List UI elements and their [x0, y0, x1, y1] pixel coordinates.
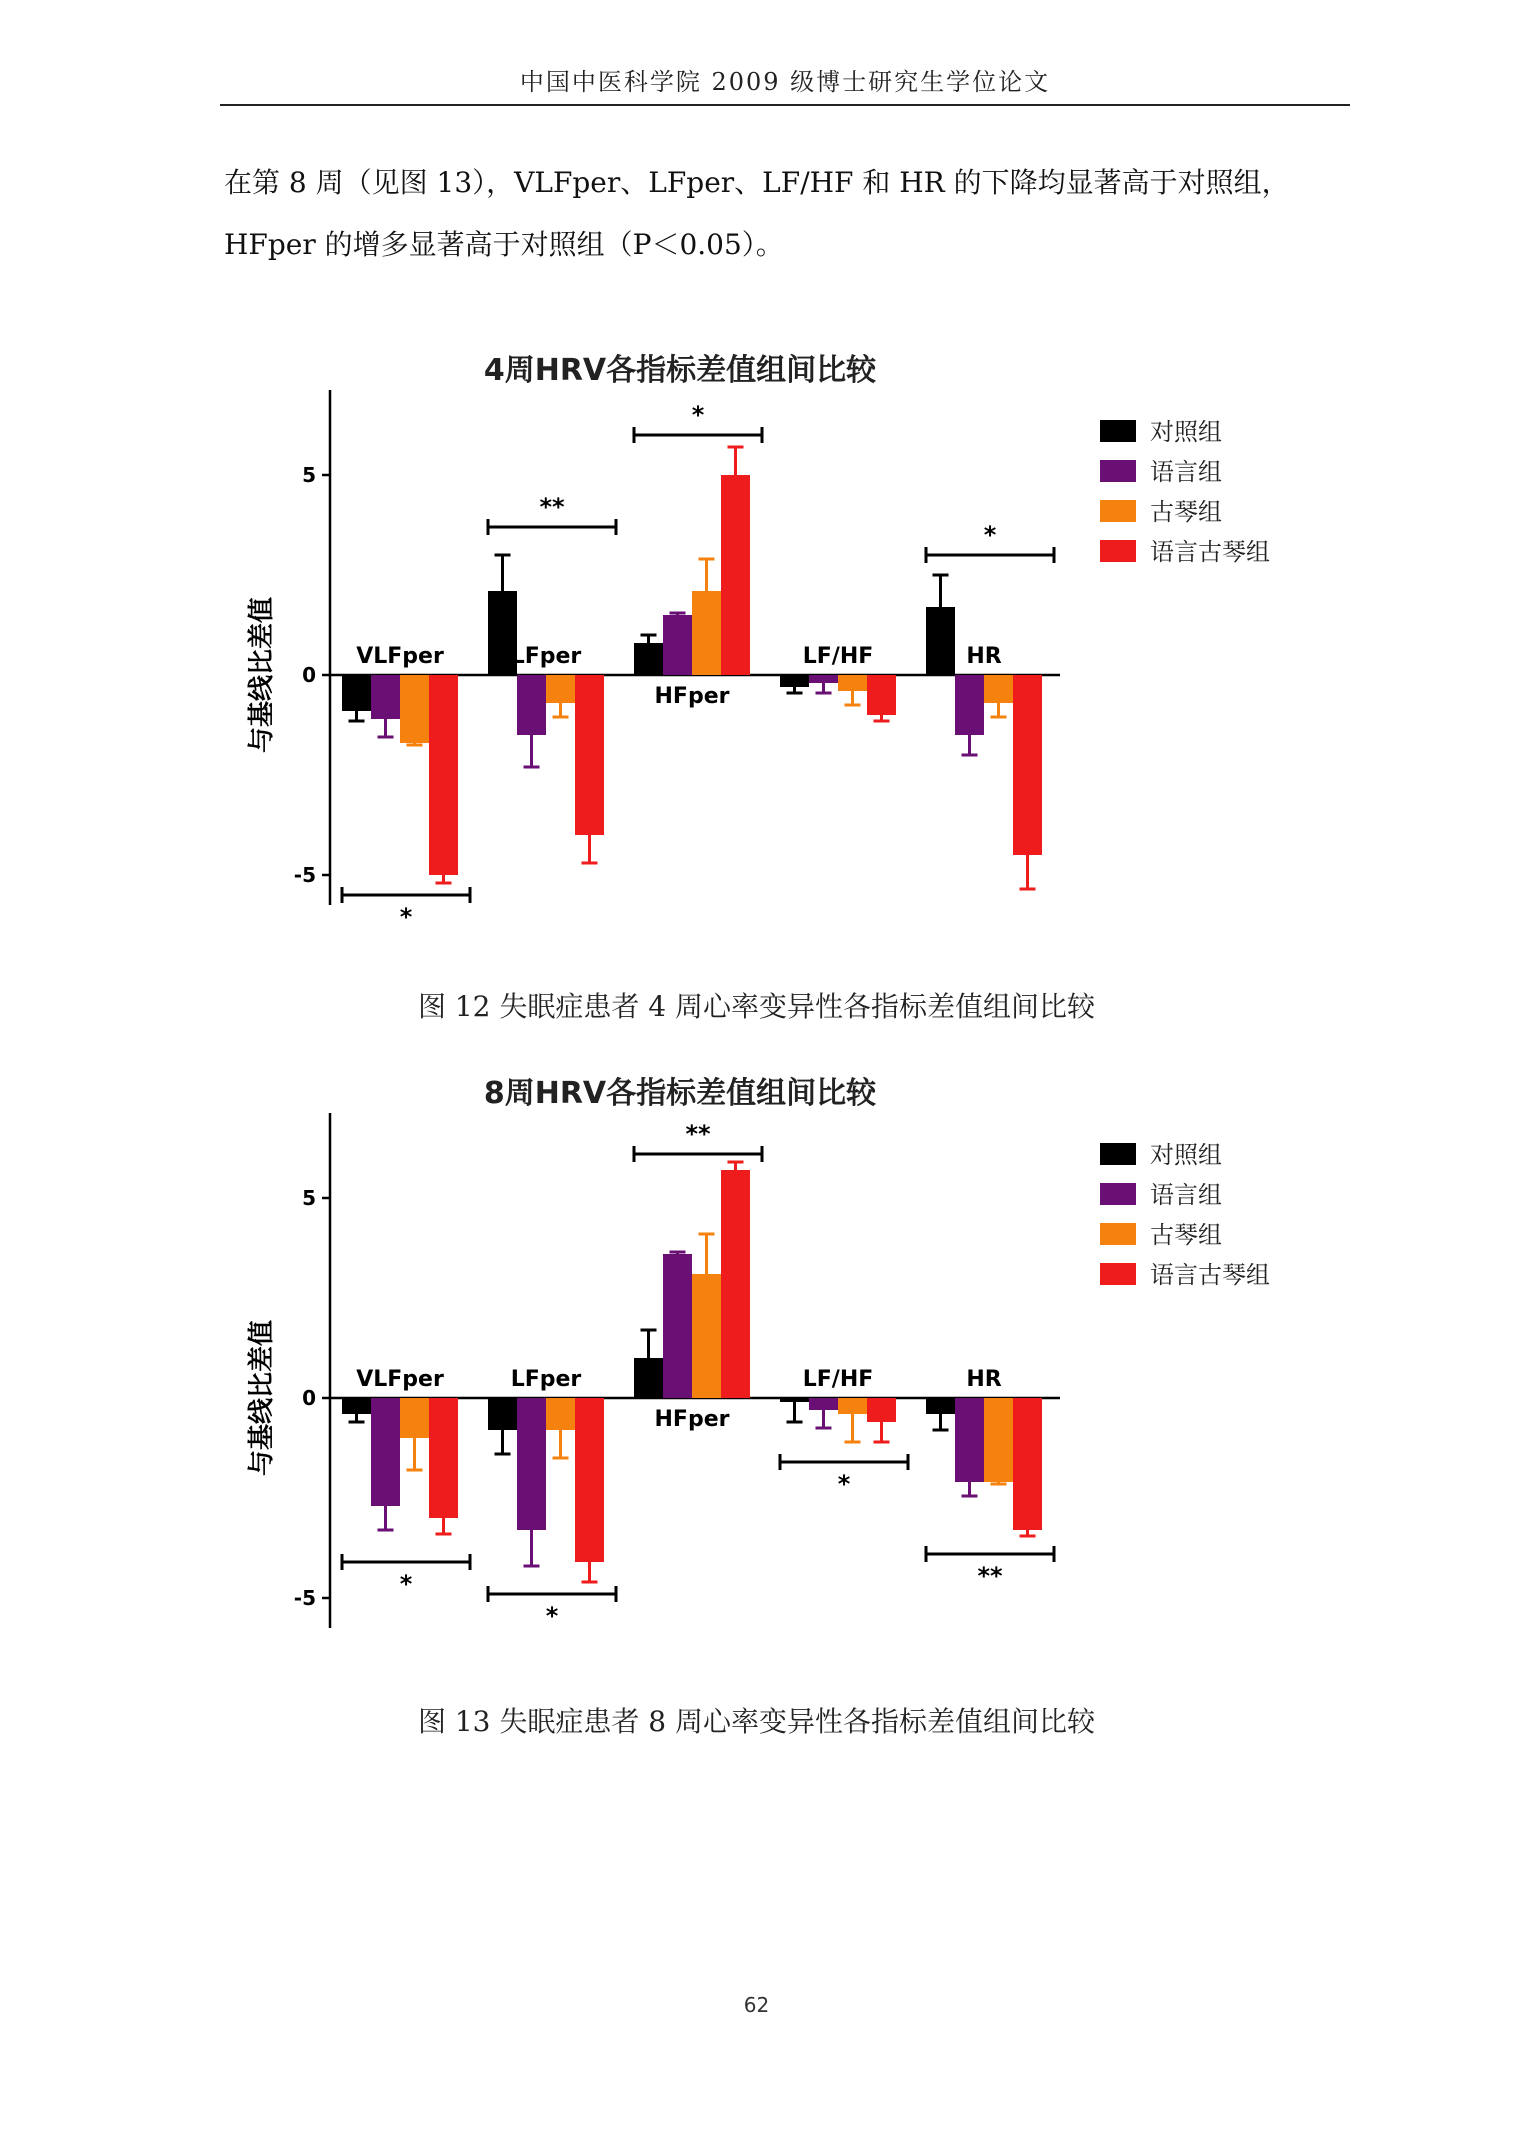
y-tick-label: -5	[293, 1586, 316, 1610]
bar-语言组	[955, 1398, 984, 1482]
bar-对照组	[488, 1398, 517, 1430]
legend-swatch	[1100, 500, 1136, 522]
legend-swatch	[1100, 1183, 1136, 1205]
bar-古琴组	[692, 591, 721, 675]
bar-语言古琴组	[721, 475, 750, 675]
chart-8-weeks	[240, 1068, 1380, 1678]
bar-语言组	[663, 615, 692, 675]
bar-对照组	[634, 643, 663, 675]
category-label: LFper	[510, 1367, 582, 1392]
bar-语言古琴组	[1013, 675, 1042, 855]
header-rule	[220, 104, 1350, 106]
bar-语言组	[371, 1398, 400, 1506]
bar-语言组	[809, 1398, 838, 1410]
bar-古琴组	[984, 1398, 1013, 1482]
significance-label: *	[545, 1602, 559, 1630]
bar-语言组	[517, 1398, 546, 1530]
chart-title: 4周HRV各指标差值组间比较	[483, 353, 877, 388]
y-axis-label: 与基线比差值	[247, 1319, 277, 1477]
bar-古琴组	[692, 1274, 721, 1398]
figure-13-caption: 图 13 失眠症患者 8 周心率变异性各指标差值组间比较	[417, 1705, 1096, 1738]
significance-label: *	[983, 521, 997, 549]
bar-语言古琴组	[867, 675, 896, 715]
figure-12-chart	[240, 345, 1380, 955]
legend-label: 语言组	[1150, 458, 1222, 486]
category-label: VLFper	[356, 1367, 444, 1392]
bar-对照组	[634, 1358, 663, 1398]
bar-语言古琴组	[1013, 1398, 1042, 1530]
bar-古琴组	[546, 675, 575, 703]
legend-swatch	[1100, 1143, 1136, 1165]
bar-语言古琴组	[429, 675, 458, 875]
category-label: HR	[966, 644, 1002, 669]
significance-label: *	[837, 1470, 851, 1498]
bar-对照组	[926, 607, 955, 675]
category-label: HFper	[654, 684, 730, 709]
bar-古琴组	[838, 675, 867, 691]
category-label: LFper	[510, 644, 582, 669]
category-label: LF/HF	[802, 644, 874, 669]
bar-语言组	[663, 1254, 692, 1398]
paragraph-line-1: 在第 8 周（见图 13），VLFper、LFper、LF/HF 和 HR 的下降均显著高于对照组，	[224, 166, 1290, 199]
legend-label: 语言组	[1150, 1181, 1222, 1209]
y-tick-label: 5	[302, 1186, 316, 1210]
bar-对照组	[780, 675, 809, 687]
category-label: HFper	[654, 1407, 730, 1432]
legend-swatch	[1100, 1263, 1136, 1285]
y-tick-label: 5	[302, 463, 316, 487]
category-label: VLFper	[356, 644, 444, 669]
legend-label: 语言古琴组	[1150, 1261, 1270, 1289]
bar-语言组	[809, 675, 838, 683]
bar-古琴组	[400, 1398, 429, 1438]
body-paragraph	[224, 152, 1344, 276]
significance-label: **	[539, 493, 565, 521]
bar-语言古琴组	[429, 1398, 458, 1518]
legend-swatch	[1100, 540, 1136, 562]
chart-title: 8周HRV各指标差值组间比较	[483, 1076, 877, 1111]
figure-12-caption: 图 12 失眠症患者 4 周心率变异性各指标差值组间比较	[417, 990, 1096, 1023]
category-label: LF/HF	[802, 1367, 874, 1392]
legend-label: 对照组	[1150, 418, 1222, 446]
legend-label: 对照组	[1150, 1141, 1222, 1169]
chart-4-weeks	[240, 345, 1380, 955]
page-number: 62	[743, 1993, 770, 2017]
legend-label: 语言古琴组	[1150, 538, 1270, 566]
significance-label: **	[685, 1120, 711, 1148]
significance-label: *	[399, 903, 413, 931]
bar-语言古琴组	[721, 1170, 750, 1398]
legend-label: 古琴组	[1150, 498, 1222, 526]
bar-语言古琴组	[575, 675, 604, 835]
y-axis-label: 与基线比差值	[247, 596, 277, 754]
running-header: 中国中医科学院 2009 级博士研究生学位论文	[519, 68, 1051, 96]
bar-语言组	[517, 675, 546, 735]
bar-古琴组	[984, 675, 1013, 703]
bar-语言古琴组	[575, 1398, 604, 1562]
significance-label: **	[977, 1562, 1003, 1590]
significance-label: *	[691, 401, 705, 429]
category-label: HR	[966, 1367, 1002, 1392]
legend-swatch	[1100, 1223, 1136, 1245]
legend-swatch	[1100, 420, 1136, 442]
bar-语言古琴组	[867, 1398, 896, 1422]
bar-对照组	[926, 1398, 955, 1414]
y-tick-label: 0	[302, 1386, 316, 1410]
legend-swatch	[1100, 460, 1136, 482]
bar-古琴组	[400, 675, 429, 743]
figure-13-chart	[240, 1068, 1380, 1678]
bar-对照组	[342, 675, 371, 711]
legend-label: 古琴组	[1150, 1221, 1222, 1249]
bar-对照组	[342, 1398, 371, 1414]
bar-古琴组	[546, 1398, 575, 1430]
y-tick-label: -5	[293, 863, 316, 887]
significance-label: *	[399, 1570, 413, 1598]
bar-语言组	[371, 675, 400, 719]
y-tick-label: 0	[302, 663, 316, 687]
bar-对照组	[780, 1398, 809, 1402]
bar-古琴组	[838, 1398, 867, 1414]
paragraph-line-2: HFper 的增多显著高于对照组（P＜0.05）。	[224, 228, 784, 261]
bar-语言组	[955, 675, 984, 735]
